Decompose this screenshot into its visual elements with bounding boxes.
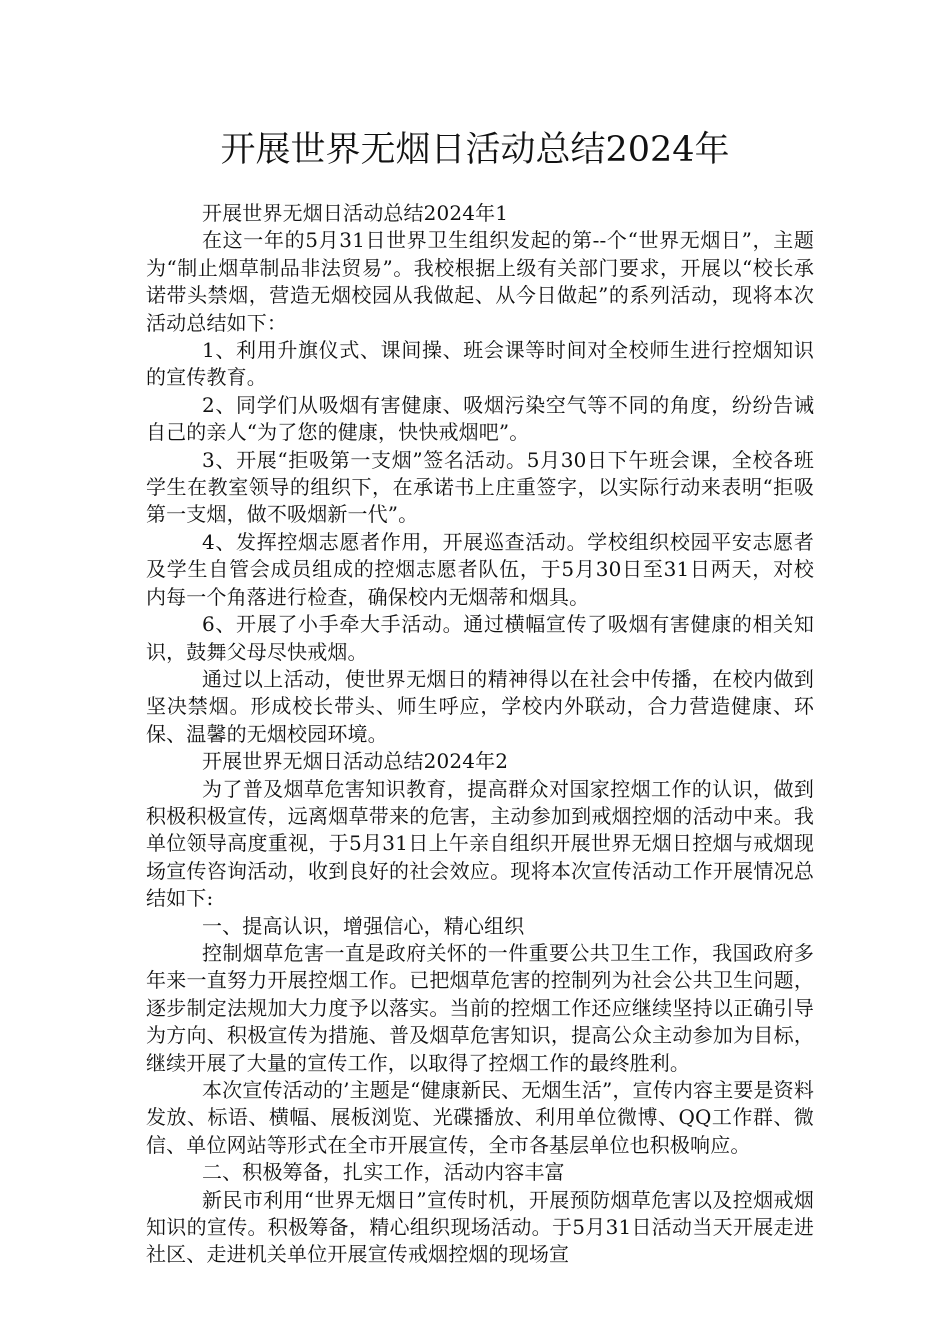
paragraph: 本次宣传活动的’主题是“健康新民、无烟生活”，宣传内容主要是资料发放、标语、横幅、展板浏览、光碟播放、利用单位微博、QQ工作群、微信、单位网站等形式在全市开展宣传，全市各基层单位也积极响应。 (146, 1078, 814, 1157)
paragraph: 新民市利用“世界无烟日”宣传时机，开展预防烟草危害以及控烟戒烟知识的宣传。积极筹备，精心组织现场活动。于5月31日活动当天开展走进社区、走进机关单位开展宣传戒烟控烟的现场宣 (146, 1187, 814, 1267)
document-title: 开展世界无烟日活动总结2024年 (220, 130, 730, 170)
paragraph: 控制烟草危害一直是政府关怀的一件重要公共卫生工作，我国政府多年来一直努力开展控烟工作。已把烟草危害的控制列为社会公共卫生问题，逐步制定法规加大力度予以落实。当前的控烟工作还应继续坚持以正确引导为方向、积极宣传为措施、普及烟草危害知识，提高公众主动参加为目标，继续开展了大量的宣传工作，以取得了控烟工作的最终胜利。 (146, 940, 814, 1075)
subheading: 二、积极筹备，扎实工作，活动内容丰富 (202, 1160, 565, 1185)
paragraph: 6、开展了小手牵大手活动。通过横幅宣传了吸烟有害健康的相关知识，鼓舞父母尽快戒烟。 (146, 612, 814, 664)
paragraph: 3、开展“拒吸第一支烟”签名活动。5月30日下午班会课，全校各班学生在教室领导的组织下，在承诺书上庄重签字，以实际行动来表明“拒吸第一支烟，做不吸烟新一代”。 (146, 447, 814, 527)
paragraph: 通过以上活动，使世界无烟日的精神得以在社会中传播，在校内做到坚决禁烟。形成校长带头、师生呼应，学校内外联动，合力营造健康、环保、温馨的无烟校园环境。 (146, 666, 814, 746)
section-heading-1: 开展世界无烟日活动总结2024年1 (202, 201, 509, 225)
document-body (146, 200, 814, 1269)
paragraph: 2、同学们从吸烟有害健康、吸烟污染空气等不同的角度，纷纷告诫自己的亲人“为了您的健康，快快戒烟吧”。 (146, 392, 814, 445)
section-heading-2: 开展世界无烟日活动总结2024年2 (202, 749, 509, 774)
paragraph: 1、利用升旗仪式、课间操、班会课等时间对全校师生进行控烟知识的宣传教育。 (146, 338, 814, 390)
paragraph: 4、发挥控烟志愿者作用，开展巡查活动。学校组织校园平安志愿者及学生自管会成员组成的控烟志愿者队伍，于5月30日至31日两天，对校内每一个角落进行检查，确保校内无烟蒂和烟具。 (146, 529, 814, 609)
subheading: 一、提高认识，增强信心，精心组织 (202, 913, 525, 938)
paragraph: 为了普及烟草危害知识教育，提高群众对国家控烟工作的认识，做到积极积极宣传，远离烟草带来的危害，主动参加到戒烟控烟的活动中来。我单位领导高度重视，于5月31日上午亲自组织开展世界无烟日控烟与戒烟现场宣传咨询活动，收到良好的社会效应。现将本次宣传活动工作开展情况总结如下: (146, 776, 814, 911)
paragraph: 在这一年的5月31日世界卫生组织发起的第--个“世界无烟日”，主题为“制止烟草制品非法贸易”。我校根据上级有关部门要求，开展以“校长承诺带头禁烟，营造无烟校园从我做起、从今日做起”的系列活动，现将本次活动总结如下： (146, 228, 814, 335)
